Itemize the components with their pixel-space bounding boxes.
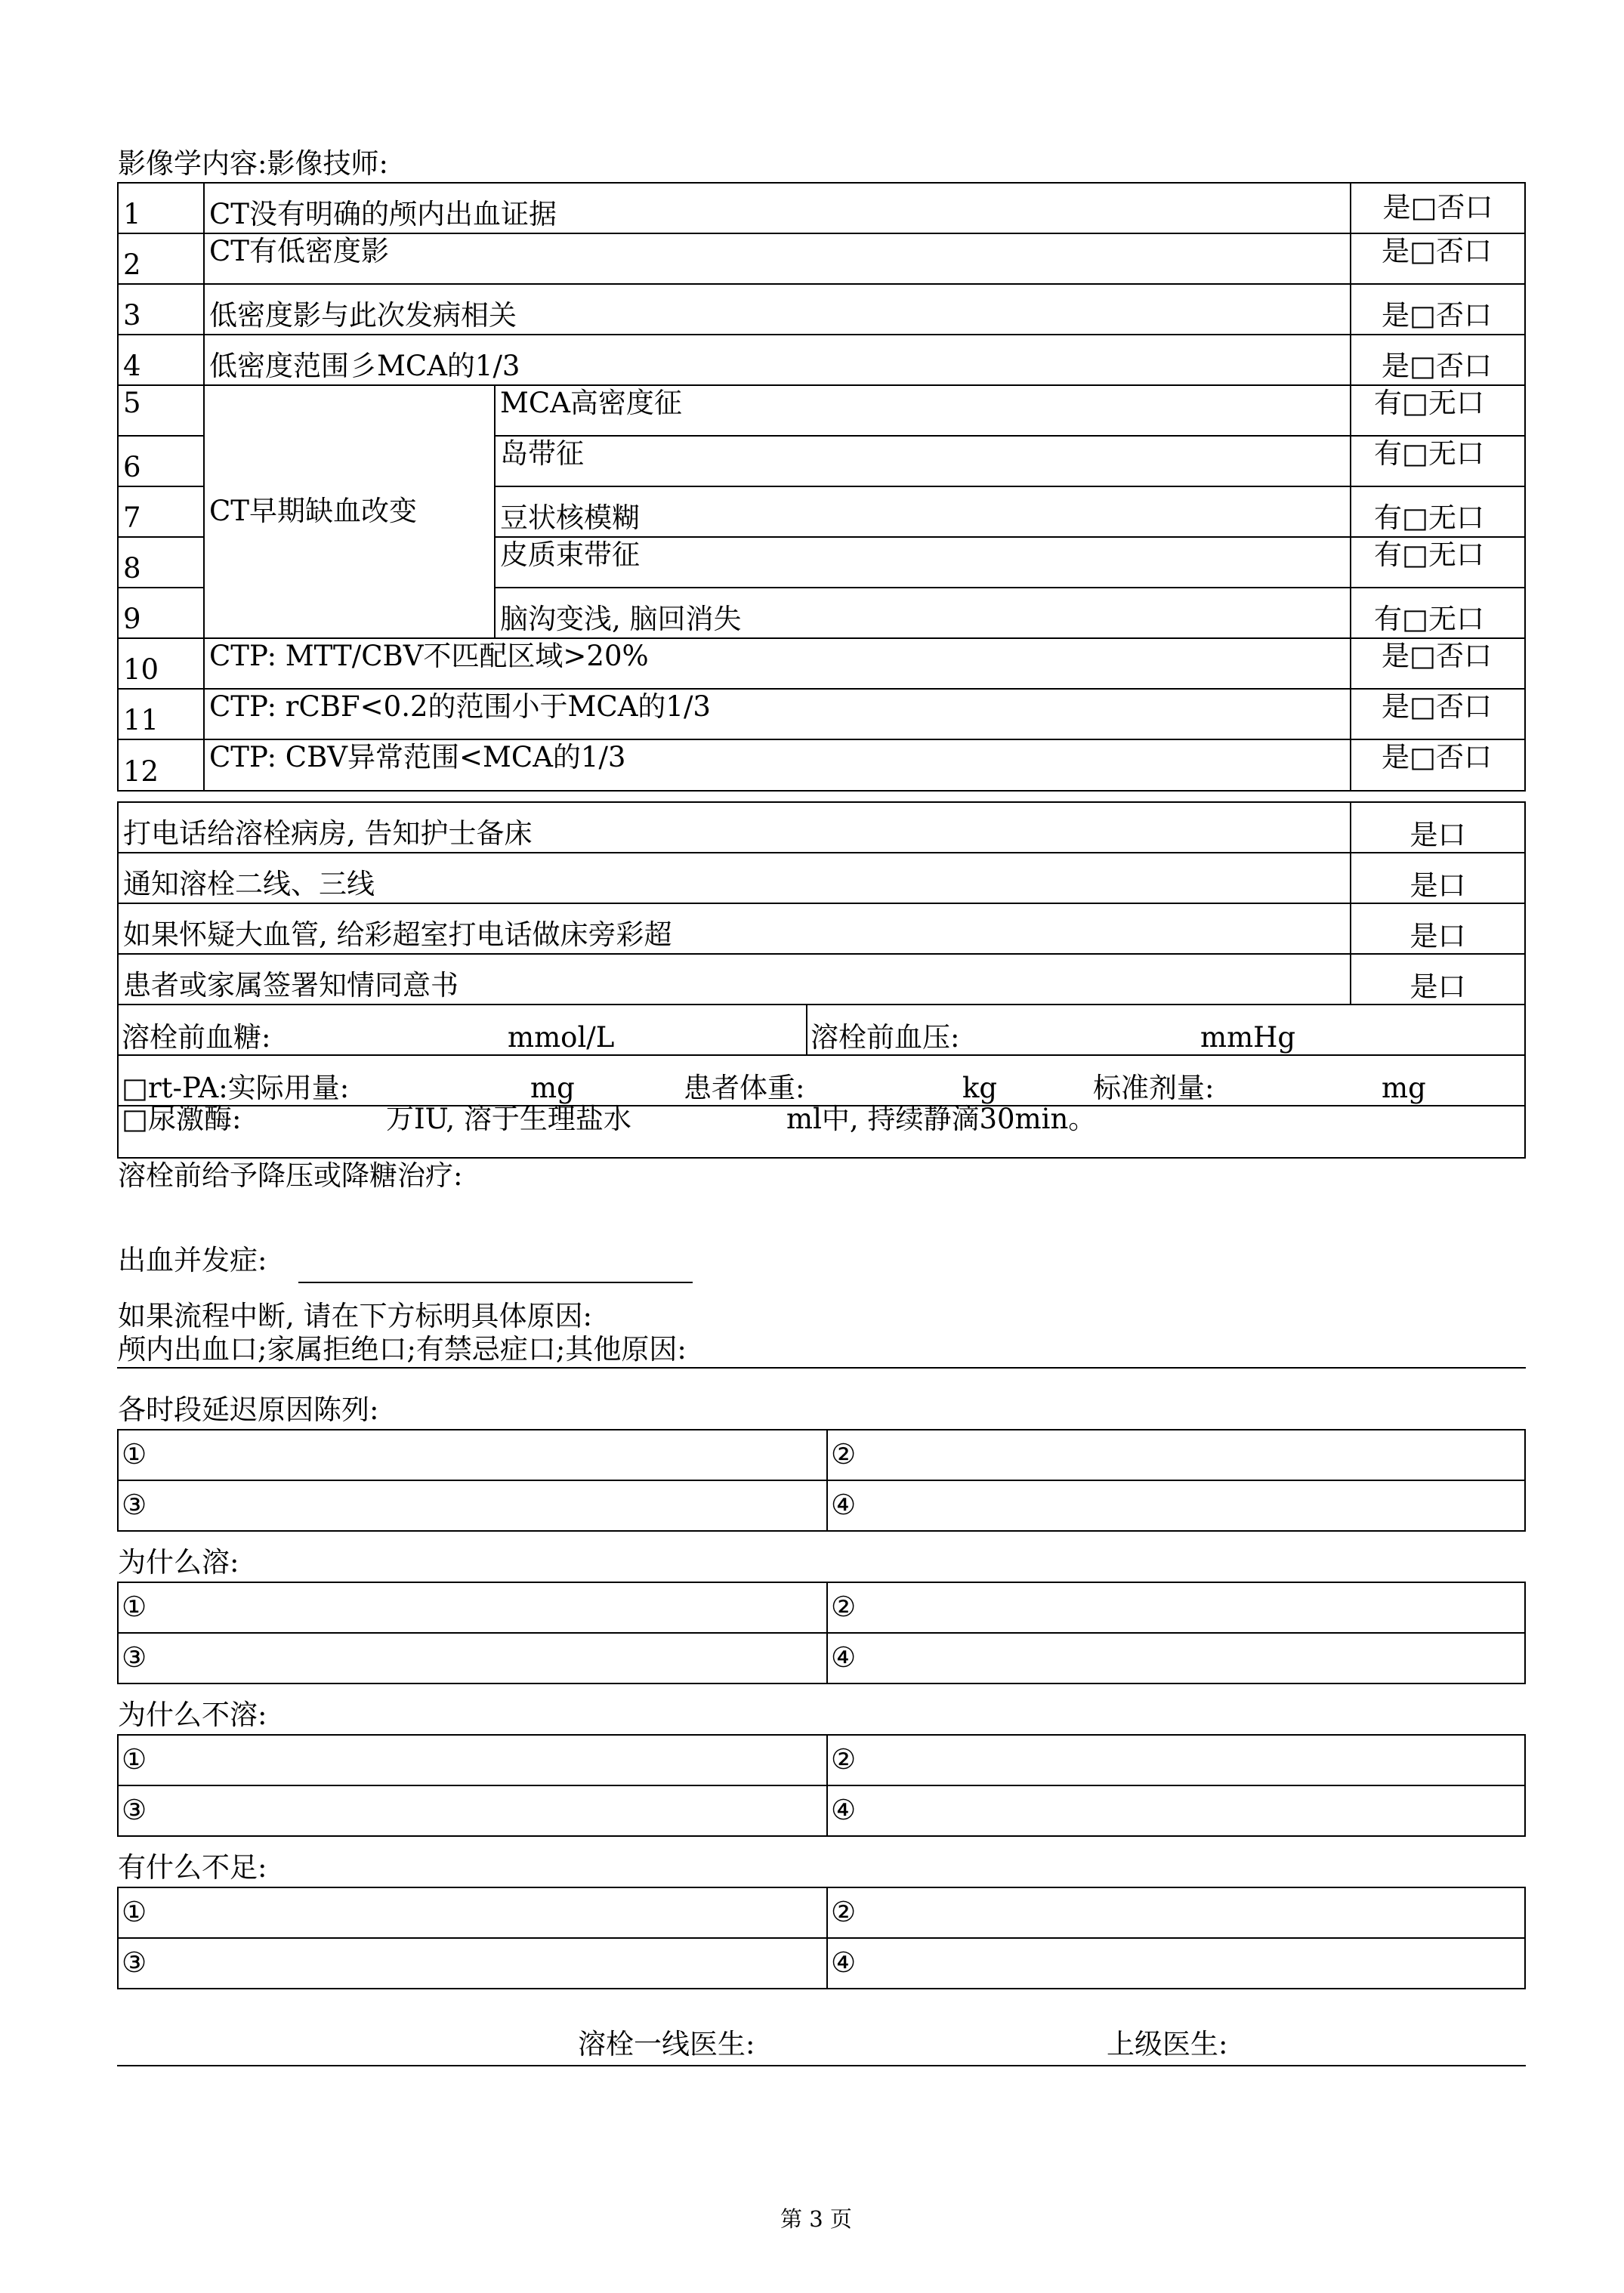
reason-cell[interactable]: ① xyxy=(117,1734,828,1786)
row-text: 低密度范围彡MCA的1/3 xyxy=(203,334,1351,386)
urokinase-label[interactable]: □尿激酶: xyxy=(122,1103,242,1135)
row-answer[interactable]: 有□无口 xyxy=(1350,435,1526,487)
rtpa-unit: mg xyxy=(530,1072,575,1105)
row-text: 低密度影与此次发病相关 xyxy=(203,283,1351,335)
pre-treatment-label: 溶栓前给予降压或降糖治疗: xyxy=(118,1159,463,1192)
row-text: CTP: CBV异常范围<MCA的1/3 xyxy=(203,739,1351,792)
group-label: CT早期缺血改变 xyxy=(203,384,496,639)
bp-label: 溶栓前血压: xyxy=(810,1021,960,1054)
row-text: CT有低密度影 xyxy=(203,233,1351,285)
row-answer[interactable]: 有□无口 xyxy=(1350,486,1526,538)
row-number: 12 xyxy=(117,739,205,792)
reason-cell[interactable]: ① xyxy=(117,1582,828,1634)
row-number: 7 xyxy=(117,486,205,538)
urokinase-row xyxy=(117,1105,1526,1159)
reason-cell[interactable]: ② xyxy=(826,1734,1526,1786)
row-answer[interactable]: 是□否口 xyxy=(1350,688,1526,740)
row-answer[interactable]: 是□否口 xyxy=(1350,283,1526,335)
weight-label: 患者体重: xyxy=(684,1072,805,1105)
row-number: 5 xyxy=(117,384,205,437)
rtpa-row xyxy=(117,1054,1526,1106)
reason-cell[interactable]: ① xyxy=(117,1429,828,1481)
reason-cell[interactable]: ① xyxy=(117,1887,828,1939)
row-text: CTP: rCBF<0.2的范围小于MCA的1/3 xyxy=(203,688,1351,740)
interrupt-options[interactable]: 颅内出血口;家属拒绝口;有禁忌症口;其他原因: xyxy=(118,1333,687,1366)
row-number: 9 xyxy=(117,587,205,639)
row-answer[interactable]: 有□无口 xyxy=(1350,536,1526,588)
std-dose-label: 标准剂量: xyxy=(1093,1072,1215,1105)
hemorrhage-input-line[interactable] xyxy=(298,1282,693,1283)
row-answer[interactable]: 是□否口 xyxy=(1350,739,1526,792)
row-number: 1 xyxy=(117,182,205,234)
action-text: 患者或家属签署知情同意书 xyxy=(117,953,1351,1005)
reason-cell[interactable]: ② xyxy=(826,1887,1526,1939)
row-number: 6 xyxy=(117,435,205,487)
action-answer[interactable]: 是口 xyxy=(1350,903,1526,955)
action-answer[interactable]: 是口 xyxy=(1350,852,1526,904)
row-text: CTP: MTT/CBV不匹配区域>20% xyxy=(203,637,1351,690)
row-number: 11 xyxy=(117,688,205,740)
bp-cell[interactable] xyxy=(806,1004,1526,1056)
urokinase-unit: 万IU, 溶于生理盐水 xyxy=(386,1103,631,1135)
divider xyxy=(117,1367,1526,1369)
row-text: 岛带征 xyxy=(494,435,1351,487)
reason-cell[interactable]: ② xyxy=(826,1582,1526,1634)
section-title-why-not: 为什么不溶: xyxy=(118,1699,267,1731)
signature-line xyxy=(117,2065,1526,2066)
urokinase-tail: ml中, 持续静滴30min。 xyxy=(786,1103,1097,1135)
reason-cell[interactable]: ② xyxy=(826,1429,1526,1481)
row-answer[interactable]: 有□无口 xyxy=(1350,384,1526,437)
row-answer[interactable]: 是□否口 xyxy=(1350,334,1526,386)
row-answer[interactable]: 有□无口 xyxy=(1350,587,1526,639)
reason-cell[interactable]: ③ xyxy=(117,1937,828,1989)
section-title-shortcomings: 有什么不足: xyxy=(118,1851,267,1884)
hemorrhage-label: 出血并发症: xyxy=(118,1244,267,1276)
reason-cell[interactable]: ④ xyxy=(826,1480,1526,1532)
row-text: MCA高密度征 xyxy=(494,384,1351,437)
reason-cell[interactable]: ③ xyxy=(117,1480,828,1532)
reason-cell[interactable]: ③ xyxy=(117,1632,828,1684)
row-number: 3 xyxy=(117,283,205,335)
row-answer[interactable]: 是□否口 xyxy=(1350,233,1526,285)
row-number: 10 xyxy=(117,637,205,690)
row-number: 8 xyxy=(117,536,205,588)
row-answer[interactable]: 是□否口 xyxy=(1350,637,1526,690)
interrupt-instruction: 如果流程中断, 请在下方标明具体原因: xyxy=(118,1300,592,1332)
std-dose-unit: mg xyxy=(1382,1072,1426,1105)
weight-unit: kg xyxy=(962,1072,998,1105)
section-title-why-thrombolysis: 为什么溶: xyxy=(118,1546,239,1579)
reason-cell[interactable]: ③ xyxy=(117,1785,828,1837)
reason-cell[interactable]: ④ xyxy=(826,1785,1526,1837)
row-number: 4 xyxy=(117,334,205,386)
reason-cell[interactable]: ④ xyxy=(826,1937,1526,1989)
row-text: 豆状核模糊 xyxy=(494,486,1351,538)
rtpa-label[interactable]: □rt-PA:实际用量: xyxy=(122,1072,350,1105)
action-text: 打电话给溶栓病房, 告知护士备床 xyxy=(117,801,1351,853)
action-text: 如果怀疑大血管, 给彩超室打电话做床旁彩超 xyxy=(117,903,1351,955)
bp-unit: mmHg xyxy=(1200,1021,1296,1054)
section-title-delays: 各时段延迟原因陈列: xyxy=(118,1393,379,1426)
action-answer[interactable]: 是口 xyxy=(1350,801,1526,853)
row-text: CT没有明确的颅内出血证据 xyxy=(203,182,1351,234)
action-text: 通知溶栓二线、三线 xyxy=(117,852,1351,904)
glucose-cell[interactable] xyxy=(117,1004,807,1056)
row-text: 脑沟变浅, 脑回消失 xyxy=(494,587,1351,639)
row-number: 2 xyxy=(117,233,205,285)
row-text: 皮质束带征 xyxy=(494,536,1351,588)
reason-cell[interactable]: ④ xyxy=(826,1632,1526,1684)
imaging-header: 影像学内容:影像技师: xyxy=(118,147,388,180)
senior-doctor-label: 上级医生: xyxy=(1107,2028,1228,2060)
glucose-unit: mmol/L xyxy=(508,1021,615,1054)
glucose-label: 溶栓前血糖: xyxy=(122,1021,271,1054)
page-number: 第 3 页 xyxy=(780,2206,852,2232)
first-line-doctor-label: 溶栓一线医生: xyxy=(578,2028,755,2060)
action-answer[interactable]: 是口 xyxy=(1350,953,1526,1005)
row-answer[interactable]: 是□否口 xyxy=(1350,182,1526,234)
